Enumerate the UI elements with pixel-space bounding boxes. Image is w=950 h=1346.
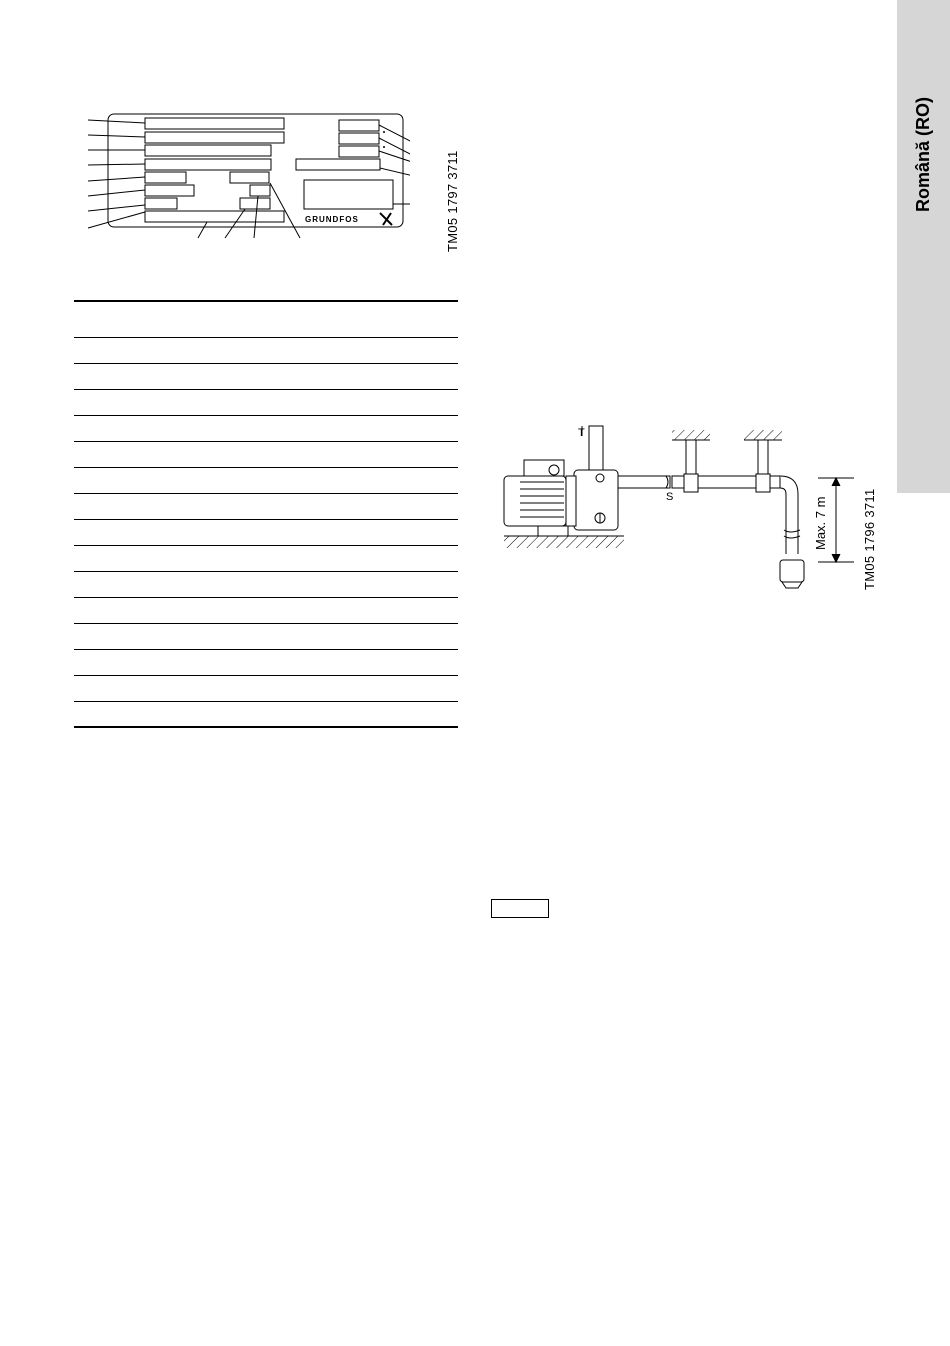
discharge-label-t: T: [578, 427, 585, 439]
table-row: [74, 364, 458, 390]
table-row: [74, 520, 458, 546]
table-row: [74, 390, 458, 416]
table-row: [74, 702, 458, 728]
table-header-row: [74, 300, 458, 338]
table-row: [74, 650, 458, 676]
table-row: [74, 494, 458, 520]
language-tab: [897, 0, 950, 493]
installation-figure-code: TM05 1796 3711: [862, 488, 877, 590]
grundfos-x-icon: [380, 213, 392, 225]
table-row: [74, 676, 458, 702]
table-row: [74, 572, 458, 598]
installation-figure: [496, 420, 856, 600]
table-row: [74, 598, 458, 624]
language-tab-label: Română (RO): [913, 96, 933, 212]
foot-valve: [780, 560, 804, 582]
pump-motor: [504, 476, 566, 526]
note-box: [491, 899, 549, 918]
suction-label-s: S: [666, 491, 674, 503]
table-row: [74, 442, 458, 468]
nameplate-brand-logo: GRUNDFOS: [305, 215, 359, 224]
nameplate-figure: [80, 108, 410, 243]
table-row: [74, 338, 458, 364]
spec-table: [74, 300, 458, 728]
table-row: [74, 416, 458, 442]
table-row: [74, 468, 458, 494]
suction-pipe: [618, 476, 670, 488]
discharge-pipe: [589, 426, 603, 470]
table-row: [74, 624, 458, 650]
nameplate-figure-code: TM05 1797 3711: [445, 150, 460, 252]
table-row: [74, 546, 458, 572]
max-depth-label: Max. 7 m: [813, 496, 828, 550]
